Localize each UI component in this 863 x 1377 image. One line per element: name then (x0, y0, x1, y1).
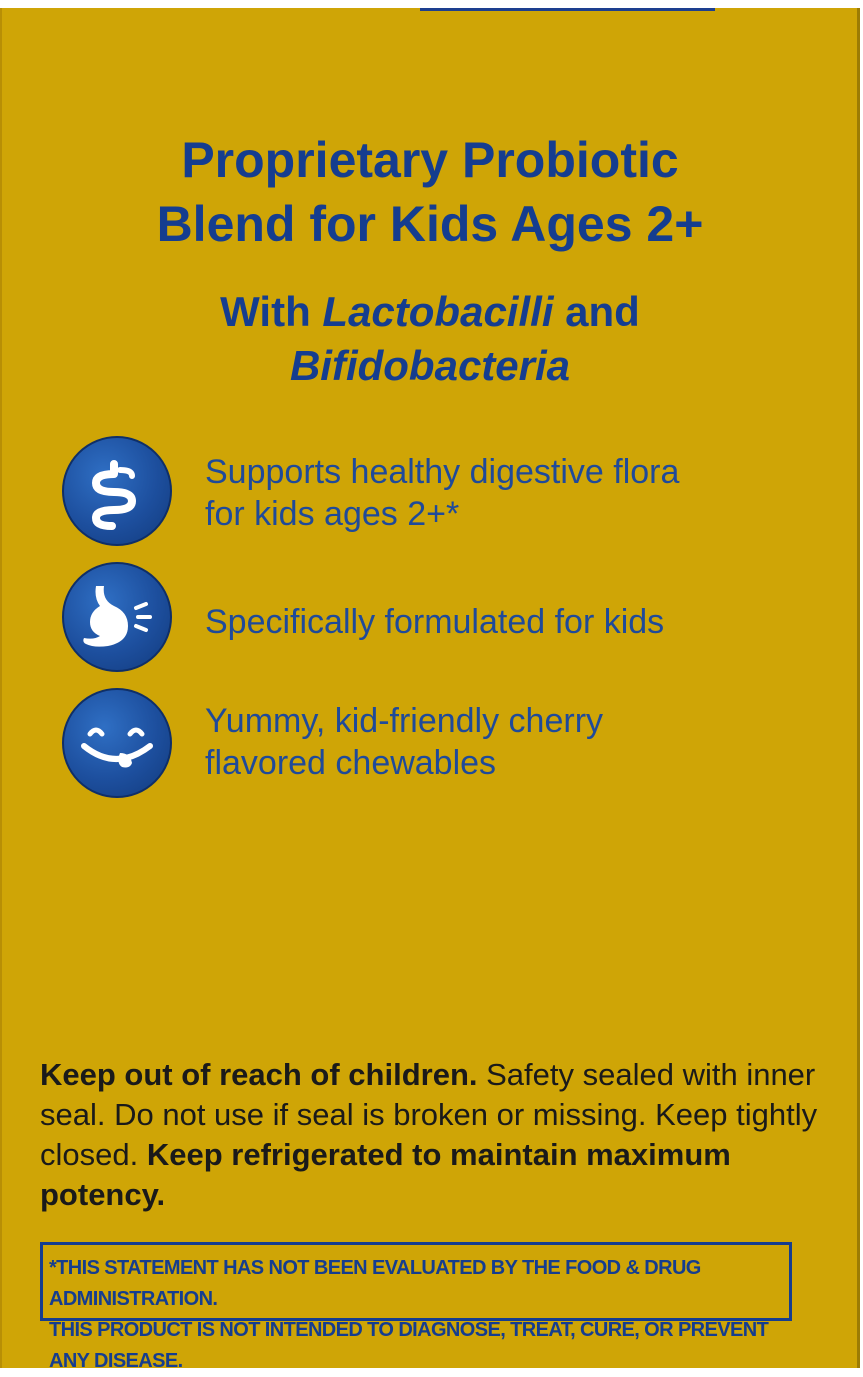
subheadline (0, 285, 860, 393)
warning-bold-2: Keep refrigerated to maintain maximum potency. (40, 1137, 731, 1212)
warning-bold-1: Keep out of reach of children. (40, 1057, 478, 1092)
feature-line-2: flavored chewables (205, 744, 497, 782)
smiley-tongue-icon (62, 688, 172, 798)
sub-with: With (220, 288, 311, 335)
headline-line-1: Proprietary Probiotic (181, 132, 679, 188)
headline (0, 128, 860, 256)
headline-line-2: Blend for Kids Ages 2+ (156, 196, 704, 252)
sub-and: and (565, 288, 640, 335)
feature-text (205, 601, 664, 643)
stomach-icon (62, 562, 172, 672)
top-edge-strip (420, 8, 715, 11)
intestine-icon (62, 436, 172, 546)
fda-line-1: *THIS STATEMENT HAS NOT BEEN EVALUATED BY THE FOOD & DRUG ADMINISTRATION. (49, 1257, 701, 1310)
sub-species-2: Bifidobacteria (289, 342, 571, 389)
feature-line-2: for kids ages 2+* (205, 495, 460, 533)
fda-line-2: THIS PRODUCT IS NOT INTENDED TO DIAGNOSE, TREAT, CURE, OR PREVENT ANY DISEASE. (49, 1319, 769, 1372)
feature-text (205, 451, 679, 535)
warning-text (40, 1055, 820, 1215)
feature-line-1: Yummy, kid-friendly cherry (205, 702, 604, 740)
warning-body: Safety sealed with inner seal. Do not use if seal is broken or missing. Keep tightly closed. (40, 1057, 818, 1172)
fda-disclaimer-box (40, 1242, 792, 1372)
feature-line-1: Supports healthy digestive flora (205, 453, 680, 491)
feature-text (205, 700, 603, 784)
feature-line-1: Specifically formulated for kids (205, 603, 665, 641)
sub-species-1: Lactobacilli (322, 288, 554, 335)
